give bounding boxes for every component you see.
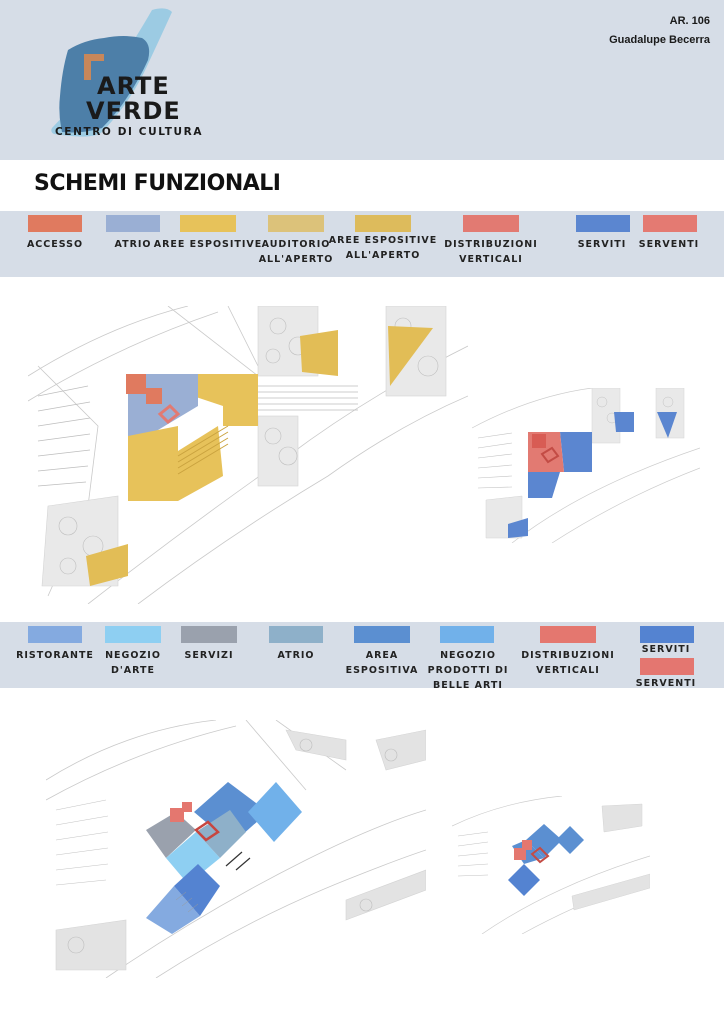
logo-subtitle: CENTRO DI CULTURA: [55, 126, 204, 138]
legend-label-serventi: SERVENTI: [638, 239, 700, 250]
legend-swatch-negozio-arte: [105, 626, 161, 643]
logo-text-arte: ARTE: [97, 72, 170, 100]
legend-swatch-serventi: [643, 215, 697, 232]
legend-label-serviti: SERVITI: [577, 239, 627, 250]
legend-swatch-negozio-belle-arti: [440, 626, 494, 643]
legend-swatch-distribuzioni: [463, 215, 519, 232]
header-meta: [609, 12, 710, 50]
page-title: SCHEMI FUNZIONALI: [34, 171, 281, 196]
legend-swatch-auditorio: [268, 215, 324, 232]
legend-functional-1: [0, 211, 724, 277]
course-code: AR. 106: [669, 15, 710, 27]
legend-label-negozio-belle-arti: NEGOZIO PRODOTTI DI BELLE ARTI: [427, 650, 509, 691]
legend-label-ristorante: RISTORANTE: [16, 650, 94, 661]
legend-swatch-atrio: [106, 215, 160, 232]
legend-swatch-serviti-2: [640, 626, 694, 643]
legend-label-atrio: ATRIO: [114, 239, 152, 250]
legend-functional-2: [0, 622, 724, 691]
header-band: [0, 0, 724, 160]
floor-plan-1-large: [28, 306, 468, 604]
logo-text-verde: VERDE: [86, 97, 181, 125]
legend-swatch-ristorante: [28, 626, 82, 643]
legend-label-serventi-2: SERVENTI: [635, 678, 697, 689]
legend-swatch-aree-espositive: [180, 215, 236, 232]
floor-plan-2-large: [46, 720, 426, 978]
floor-plan-2-small: [452, 796, 650, 934]
legend-swatch-atrio-2: [269, 626, 323, 643]
legend-swatch-serventi-2: [640, 658, 694, 675]
legend-label-aree-espositive: AREE ESPOSITIVE: [153, 239, 263, 250]
legend-swatch-distribuzioni-2: [540, 626, 596, 643]
legend-label-distribuzioni-2: DISTRIBUZIONI VERTICALI: [521, 650, 615, 676]
floor-plan-1-small: [472, 388, 700, 543]
legend-label-serviti-2: SERVITI: [641, 644, 691, 655]
legend-label-distribuzioni: DISTRIBUZIONI VERTICALI: [444, 239, 538, 265]
legend-swatch-accesso: [28, 215, 82, 232]
legend-label-negozio-arte: NEGOZIO D'ARTE: [105, 650, 161, 676]
author-name: Guadalupe Becerra: [609, 34, 710, 46]
legend-label-atrio-2: ATRIO: [277, 650, 315, 661]
legend-label-servizi: SERVIZI: [184, 650, 234, 661]
legend-swatch-aree-espositive-aperto: [355, 215, 411, 232]
legend-swatch-serviti: [576, 215, 630, 232]
legend-label-aree-espositive-aperto: AREE ESPOSITIVE ALL'APERTO: [328, 235, 438, 261]
legend-label-area-espositiva: AREA ESPOSITIVA: [345, 650, 419, 676]
legend-swatch-servizi: [181, 626, 237, 643]
legend-label-accesso: ACCESSO: [26, 239, 84, 250]
legend-label-auditorio: AUDITORIO ALL'APERTO: [258, 239, 334, 265]
legend-swatch-area-espositiva: [354, 626, 410, 643]
